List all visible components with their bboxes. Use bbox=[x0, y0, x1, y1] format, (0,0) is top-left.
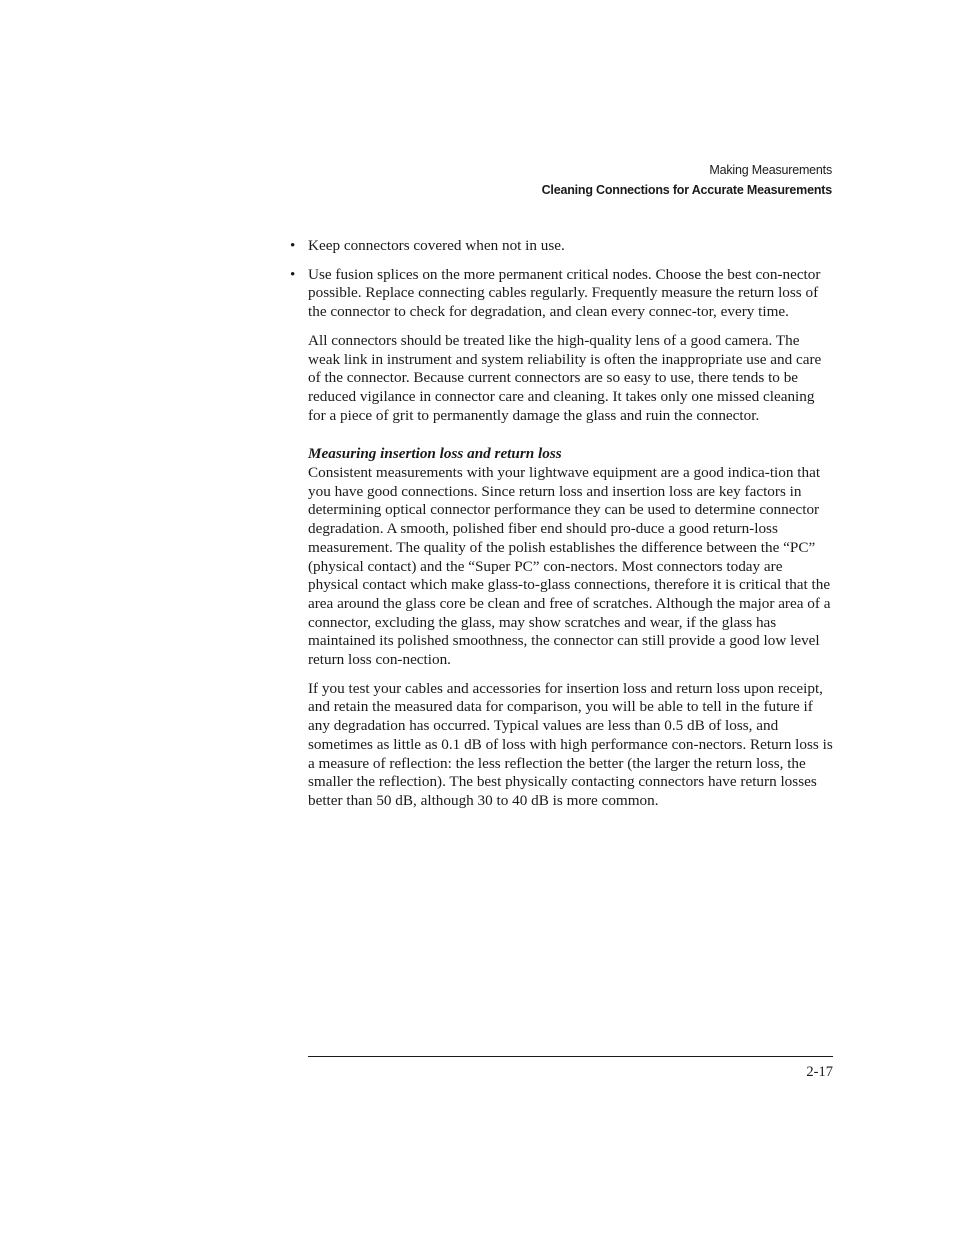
list-item-text: Use fusion splices on the more permanent critical nodes. Choose the best con-nector possible. Replace connecting cables regularly. Frequently measure the return loss of the connector to check for degradation, and clean every connec-tor, every time. bbox=[308, 265, 821, 321]
paragraph-typical-values: If you test your cables and accessories for insertion loss and return loss upon receipt, and retain the measured data for comparison, you will be able to tell in the future if any degradation has occurred. Typical values are less than 0.5 dB of loss, and sometimes as little as 0.1 dB of loss with high performance con-nectors. Return loss is a measure of reflection: the less reflection the better (the larger the return loss, the smaller the reflection). The best physically contacting connectors have return losses better than 50 dB, although 30 to 40 dB is more common. bbox=[308, 679, 833, 809]
list-item-text: Keep connectors covered when not in use. bbox=[308, 237, 565, 254]
bullet-list bbox=[290, 237, 834, 322]
page-body bbox=[290, 237, 834, 821]
list-item bbox=[290, 237, 834, 256]
bullet-icon: • bbox=[290, 265, 296, 283]
chapter-title: Making Measurements bbox=[709, 163, 832, 177]
bullet-icon: • bbox=[290, 237, 296, 254]
section-title: Cleaning Connections for Accurate Measurements bbox=[541, 183, 832, 197]
paragraph-consistent-measurements: Consistent measurements with your lightwave equipment are a good indica-tion that you have good connections. Since return loss and insertion loss are key factors in determining optical connector performance they can be used to determine connector degradation. A smooth, polished fiber end should pro-duce a good return-loss measurement. The quality of the polish establishes the difference between the “PC” (physical contact) and the “Super PC” con-nectors. Most connectors today are physical contact which make glass-to-glass connections, therefore it is critical that the area around the glass core be clean and free of scratches. Although the major area of a connector, excluding the glass, may show scratches and wear, if the glass has maintained its polished smoothness, the connector can still provide a good low level return loss con-nection. bbox=[308, 464, 831, 669]
running-header bbox=[542, 160, 832, 200]
list-item bbox=[290, 265, 834, 322]
paragraph-connector-care: All connectors should be treated like the high-quality lens of a good camera. The weak link in instrument and system reliability is often the inappropriate use and care of the connector. Because current connectors are so easy to use, there tends to be reduced vigilance in connector care and cleaning. It takes only one missed cleaning for a piece of grit to permanently damage the glass and ruin the connector. bbox=[308, 331, 822, 424]
footer-divider bbox=[308, 1056, 833, 1057]
page-number: 2-17 bbox=[806, 1064, 833, 1080]
subheading: Measuring insertion loss and return loss bbox=[308, 445, 562, 463]
